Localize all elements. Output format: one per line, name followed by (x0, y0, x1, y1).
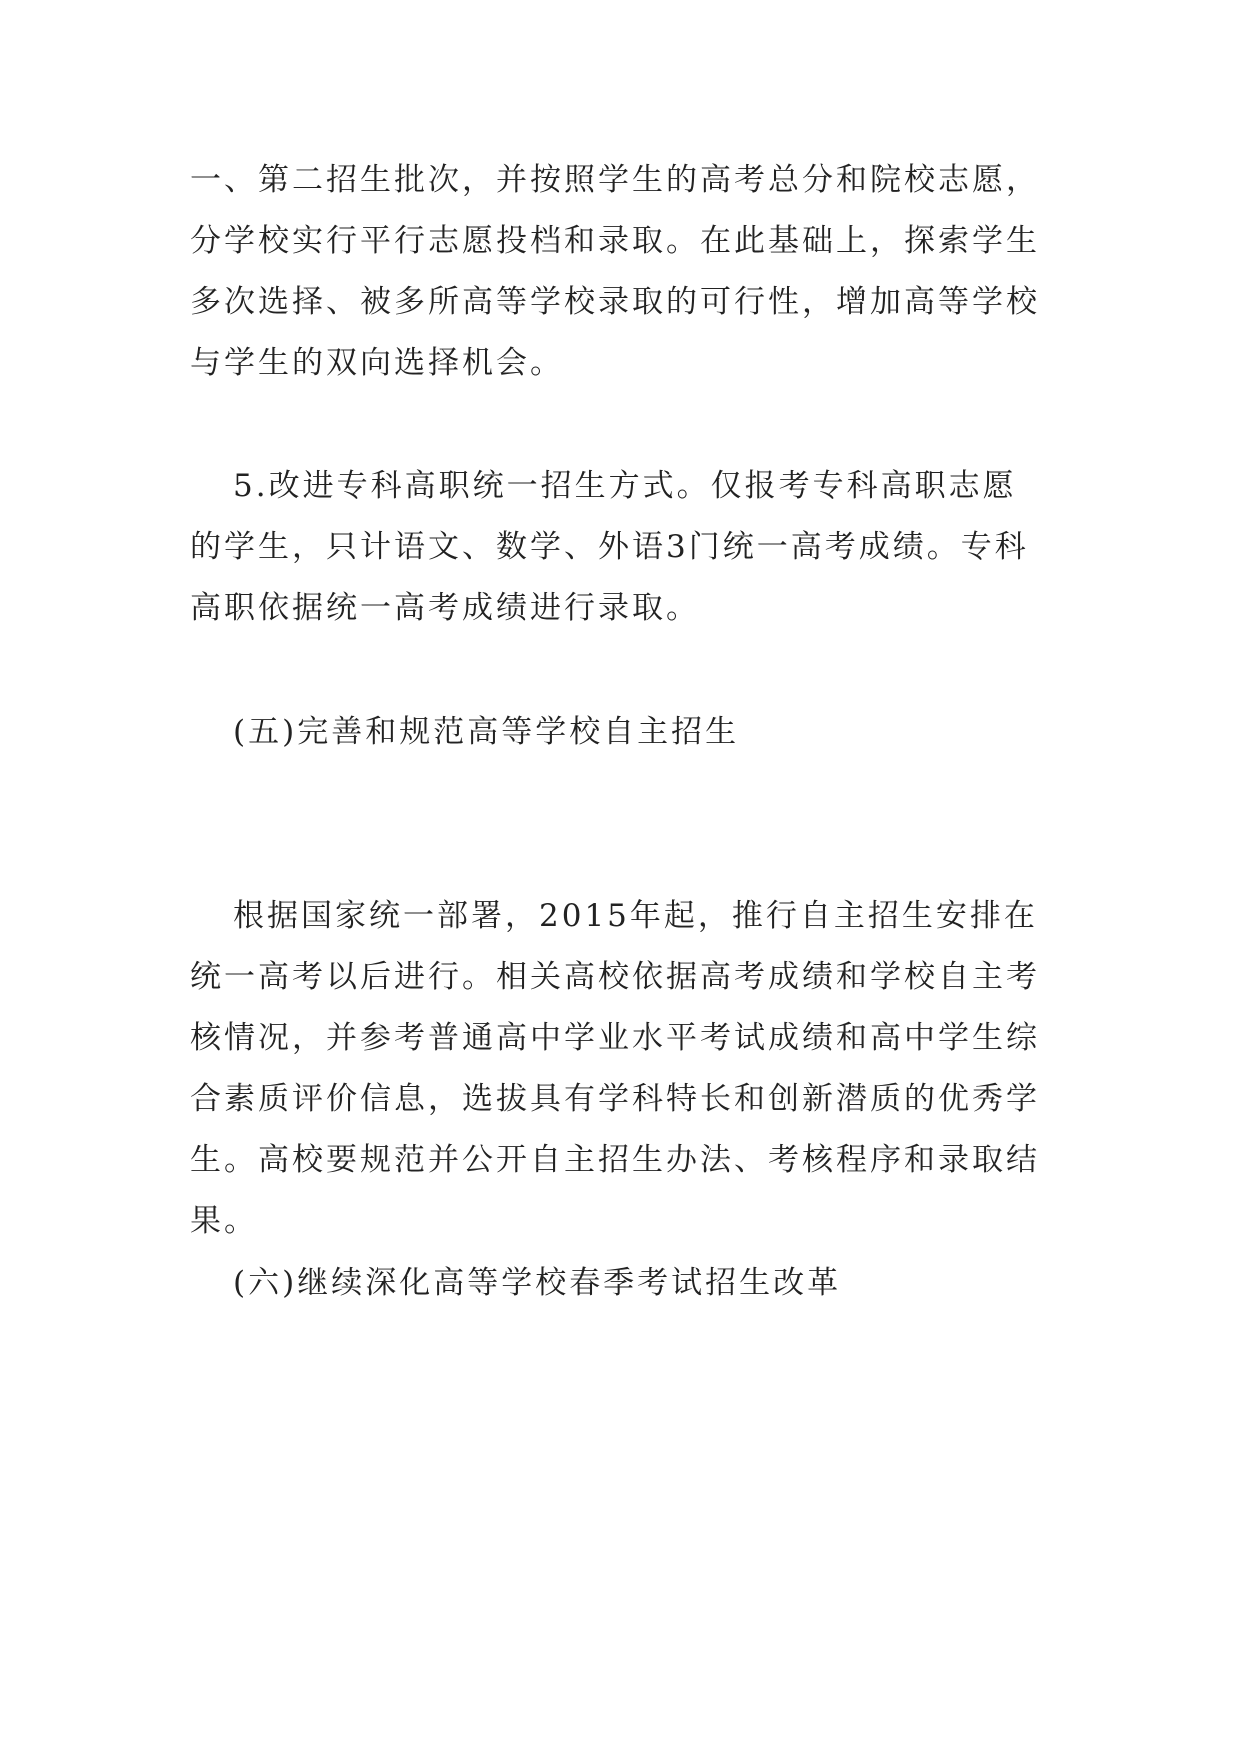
paragraph-independent-admission: 根据国家统一部署，2015年起，推行自主招生安排在统一高考以后进行。相关高校依据高考成绩和学校自主考核情况，并参考普通高中学业水平考试成绩和高中学生综合素质评价信息，选拔具有学科特长和创新潜质的优秀学生。高校要规范并公开自主招生办法、考核程序和录取结果。 (190, 898, 1040, 1239)
paragraph-vocational-admission: 5.改进专科高职统一招生方式。仅报考专科高职志愿的学生，只计语文、数学、外语3门统一高考成绩。专科高职依据统一高考成绩进行录取。 (190, 468, 1029, 626)
paragraph-parallel-admission: 一、第二招生批次，并按照学生的高考总分和院校志愿，分学校实行平行志愿投档和录取。在此基础上，探索学生多次选择、被多所高等学校录取的可行性，增加高等学校与学生的双向选择机会。 (190, 162, 1040, 381)
section-heading-independent-admission: (五)完善和规范高等学校自主招生 (233, 714, 740, 750)
section-heading-spring-exam-reform: (六)继续深化高等学校春季考试招生改革 (233, 1265, 842, 1301)
